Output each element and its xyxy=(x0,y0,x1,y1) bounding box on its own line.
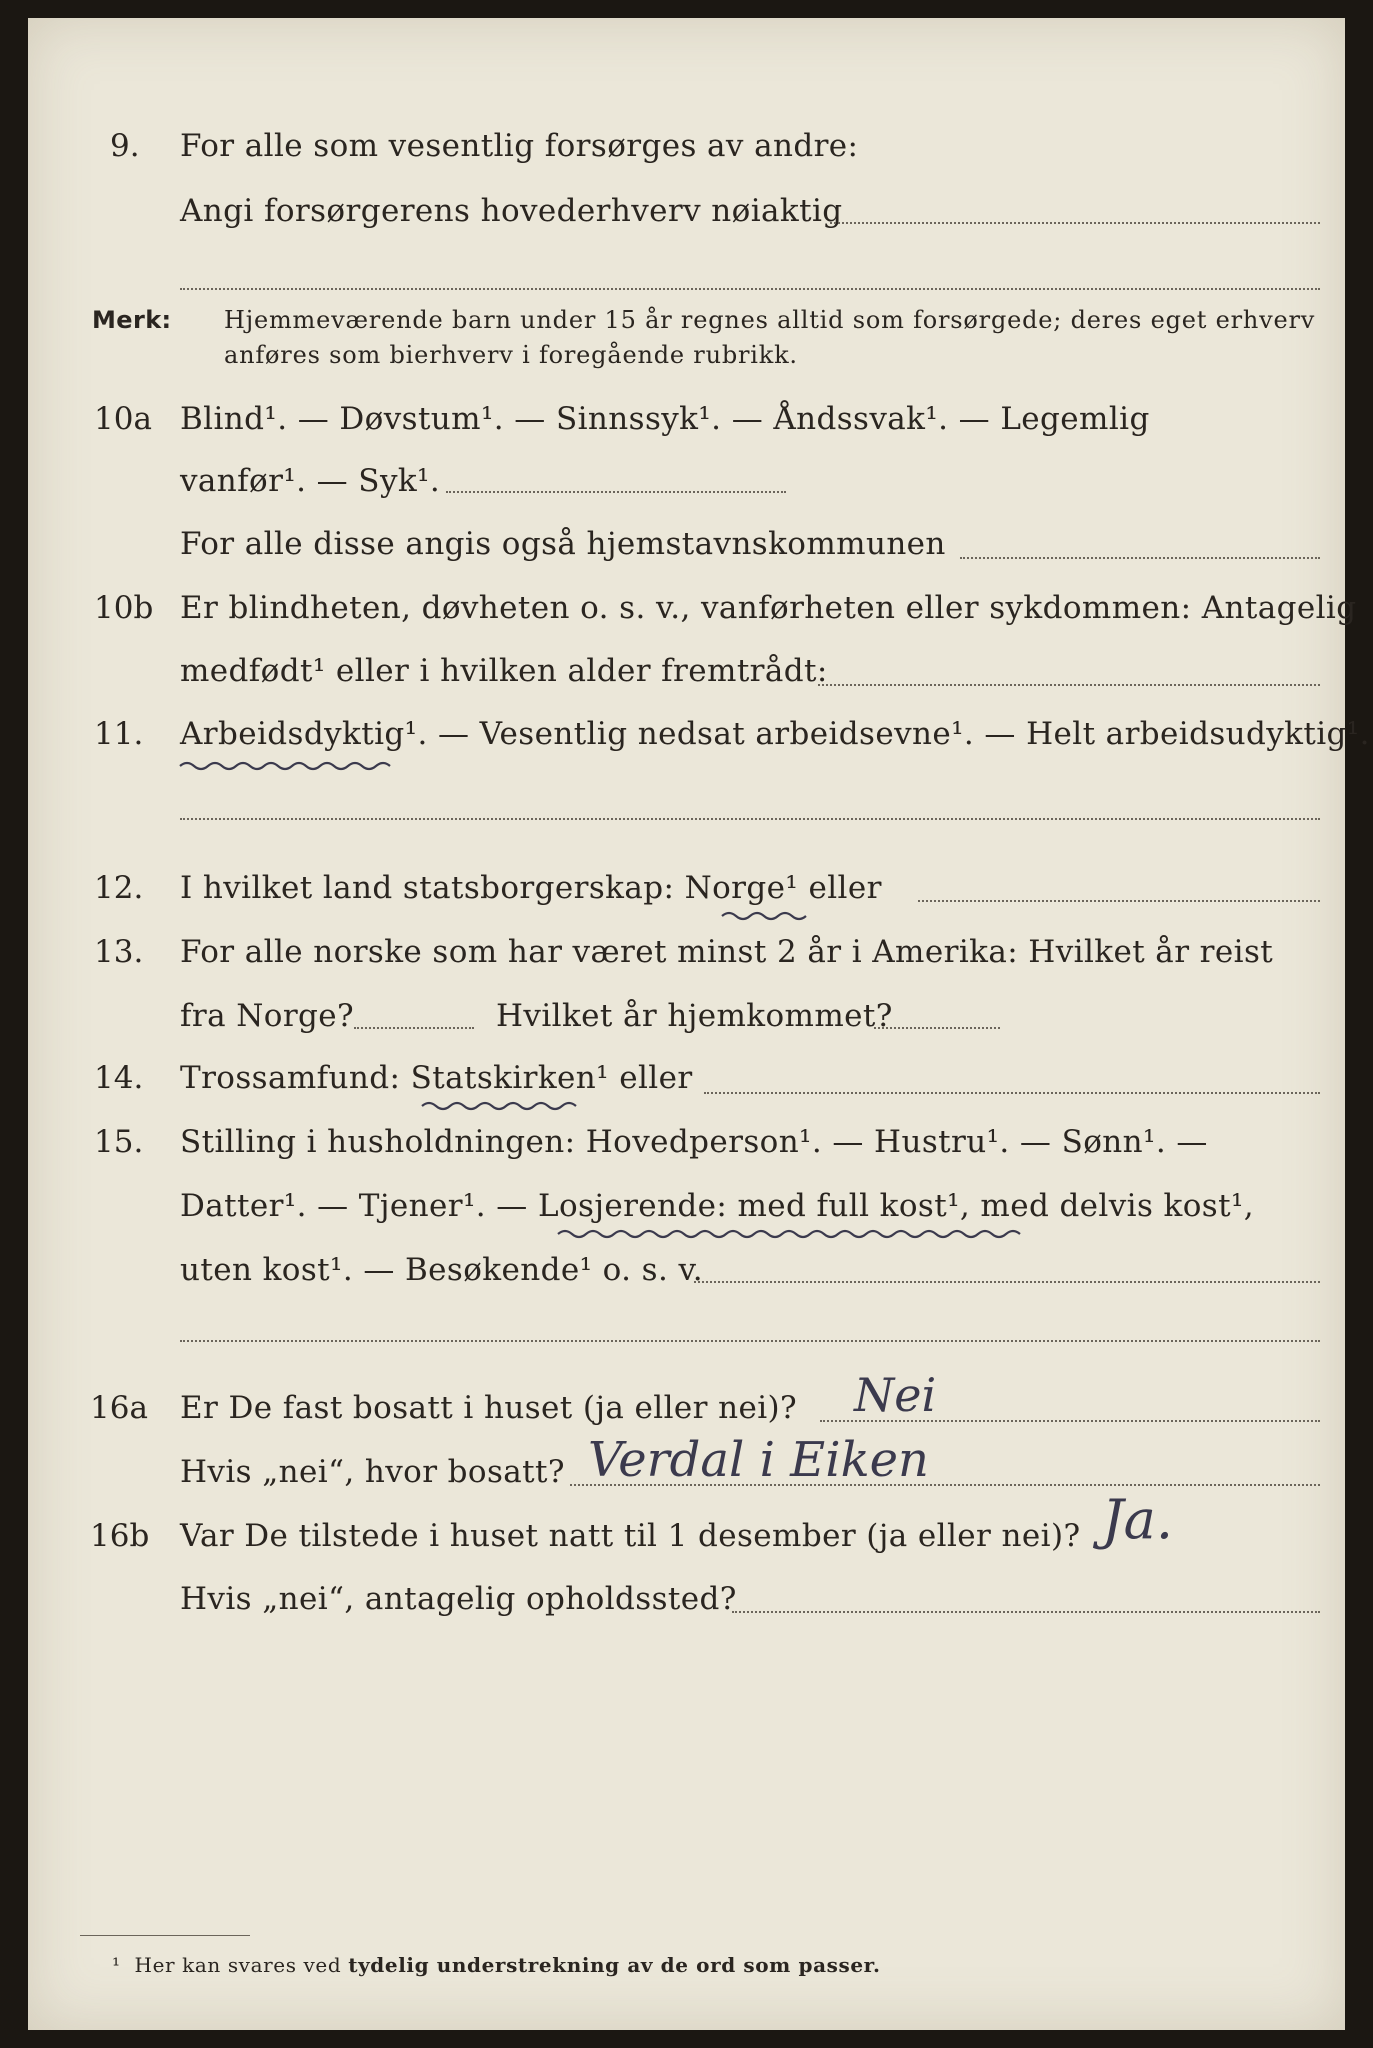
q10b-answer-line xyxy=(818,684,1320,686)
q10a-answer-line xyxy=(446,491,786,493)
merk-label: Merk: xyxy=(92,306,172,334)
q16a-handwritten-answer: Nei xyxy=(854,1368,937,1422)
q16a-handwritten-residence: Verdal i Eiken xyxy=(588,1432,929,1488)
q11-answer-line xyxy=(180,818,1320,820)
merk-line2: anføres som bierhverv i foregående rubrikk. xyxy=(224,341,798,369)
q15-answer-line-2 xyxy=(180,1340,1320,1342)
q9-answer-line xyxy=(830,222,1320,224)
q10a-line2: vanfør¹. — Syk¹. xyxy=(180,463,441,499)
q10a-hometown-line xyxy=(960,557,1320,559)
q15-number: 15. xyxy=(94,1124,144,1160)
q9-number: 9. xyxy=(110,128,140,164)
q12-number: 12. xyxy=(94,870,144,906)
census-form-page xyxy=(28,18,1370,2030)
footnote-mark: ¹ xyxy=(112,1953,121,1977)
footnote-text-bold: tydelig understrekning av de ord som passer. xyxy=(348,1953,881,1977)
q11-handwritten-underline xyxy=(178,758,398,774)
q14-number: 14. xyxy=(94,1060,144,1096)
q15-line1: Stilling i husholdningen: Hovedperson¹. — Hustru¹. — Sønn¹. — xyxy=(180,1124,1208,1160)
q10a-line3: For alle disse angis også hjemstavnskommunen xyxy=(180,526,946,562)
q12-line1: I hvilket land statsborgerskap: Norge¹ eller xyxy=(180,870,882,906)
footnote xyxy=(112,1953,881,1977)
q15-line3: uten kost¹. — Besøkende¹ o. s. v. xyxy=(180,1252,703,1288)
q9-line2: Angi forsørgerens hovederhverv nøiaktig xyxy=(180,193,843,229)
q16b-number: 16b xyxy=(90,1518,150,1554)
q15-answer-line xyxy=(694,1281,1320,1283)
q12-handwritten-underline xyxy=(720,908,812,924)
q13-departure-line xyxy=(354,1027,474,1029)
q12-answer-line xyxy=(918,900,1320,902)
q9-answer-line-2 xyxy=(180,288,1320,290)
footnote-rule xyxy=(80,1935,250,1936)
q11-number: 11. xyxy=(94,716,144,752)
q13-number: 13. xyxy=(94,934,144,970)
footnote-text: Her kan svares ved xyxy=(134,1953,349,1977)
q16b-answer-line xyxy=(732,1611,1320,1613)
q16a-line2: Hvis „nei“, hvor bosatt? xyxy=(180,1454,565,1490)
q10b-line1: Er blindheten, døvheten o. s. v., vanførheten eller sykdommen: Antagelig xyxy=(180,590,1357,626)
q14-handwritten-underline xyxy=(420,1098,590,1114)
q15-line2: Datter¹. — Tjener¹. — Losjerende: med full kost¹, med delvis kost¹, xyxy=(180,1188,1255,1224)
q13-line2a: fra Norge? xyxy=(180,998,355,1034)
q13-return-line xyxy=(874,1027,1000,1029)
q10b-number: 10b xyxy=(94,590,154,626)
q16a-line1: Er De fast bosatt i huset (ja eller nei)? xyxy=(180,1390,798,1426)
q16a-number: 16a xyxy=(90,1390,148,1426)
q16b-line1: Var De tilstede i huset natt til 1 desember (ja eller nei)? xyxy=(180,1518,1081,1554)
q9-line1: For alle som vesentlig forsørges av andre: xyxy=(180,128,859,164)
q14-line1: Trossamfund: Statskirken¹ eller xyxy=(180,1060,693,1096)
q13-line2b: Hvilket år hjemkommet? xyxy=(496,998,893,1034)
q16b-line2: Hvis „nei“, antagelig opholdssted? xyxy=(180,1581,737,1617)
q15-handwritten-underline xyxy=(556,1226,1036,1242)
q13-line1: For alle norske som har været minst 2 år i Amerika: Hvilket år reist xyxy=(180,934,1274,970)
q11-line1: Arbeidsdyktig¹. — Vesentlig nedsat arbeidsevne¹. — Helt arbeidsudyktig¹. xyxy=(180,716,1370,752)
q10a-number: 10a xyxy=(94,401,152,437)
q14-answer-line xyxy=(704,1092,1320,1094)
q10b-line2: medfødt¹ eller i hvilken alder fremtrådt: xyxy=(180,653,828,689)
q16b-handwritten-answer: Ja. xyxy=(1102,1488,1174,1551)
q10a-line1: Blind¹. — Døvstum¹. — Sinnssyk¹. — Åndssvak¹. — Legemlig xyxy=(180,401,1150,437)
merk-line1: Hjemmeværende barn under 15 år regnes alltid som forsørgede; deres eget erhverv xyxy=(224,306,1316,334)
